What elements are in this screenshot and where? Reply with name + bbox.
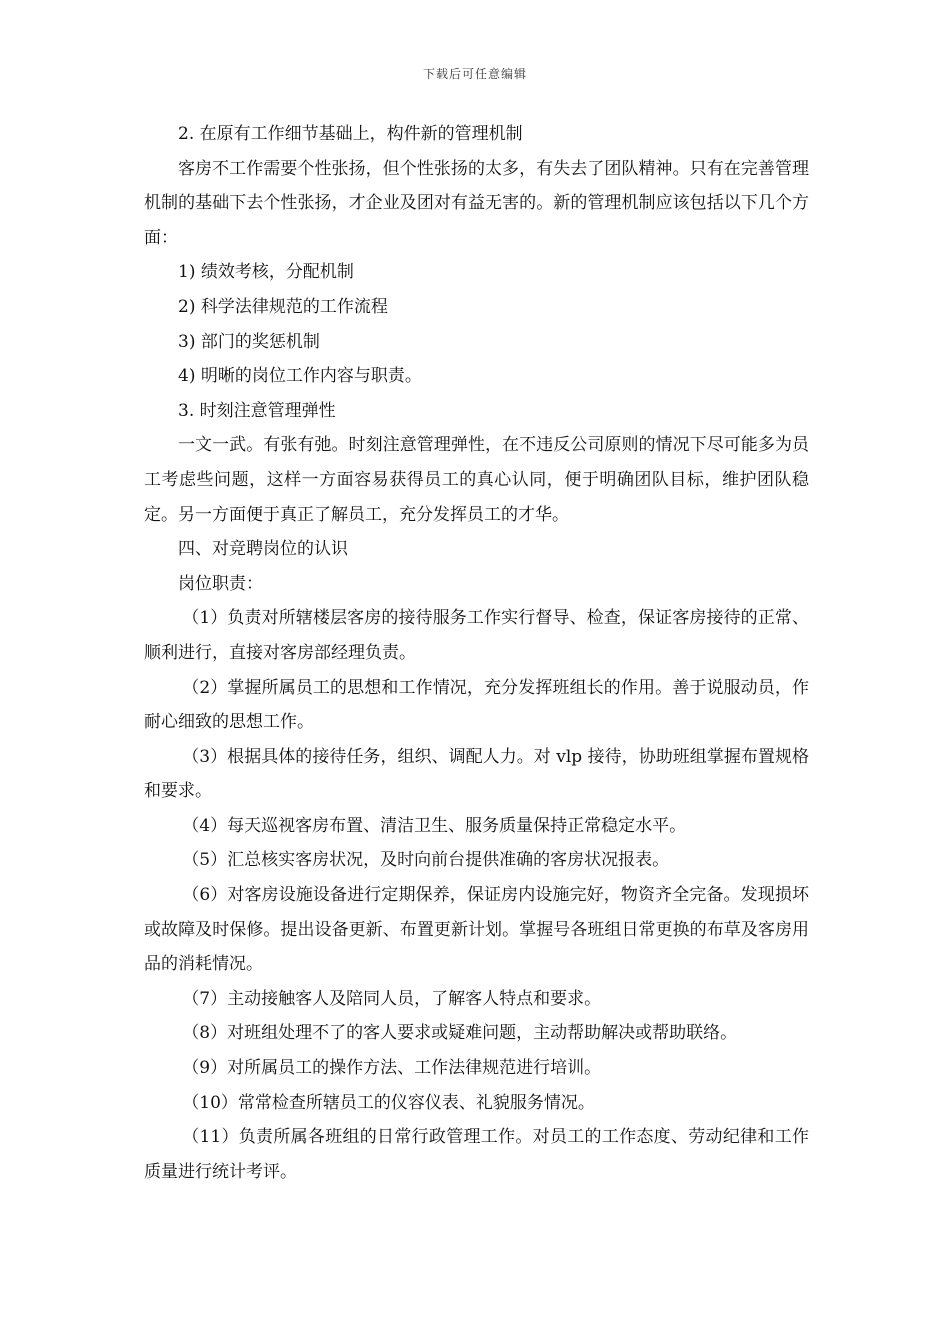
list-item: 2) 科学法律规范的工作流程 — [178, 296, 388, 317]
duty-item: （11）负责所属各班组的日常行政管理工作。对员工的工作态度、劳动纪律和工作质量进行统计考评。 — [144, 1127, 809, 1182]
list-item: 4) 明晰的岗位工作内容与职责。 — [178, 366, 422, 387]
duty-item: （10）常常检查所辖员工的仪容仪表、礼貌服务情况。 — [182, 1092, 595, 1113]
body-paragraph: 一文一武。有张有弛。时刻注意管理弹性，在不违反公司原则的情况下尽可能多为员工考虑些问题，这样一方面容易获得员工的真心认同，便于明确团队目标，维护团队稳定。另一方面便于真正了解员工，充分发挥员工的才华。 — [144, 435, 809, 525]
duty-item: （6）对客房设施设备进行定期保养，保证房内设施完好，物资齐全完备。发现损坏或故障及时保修。提出设备更新、布置更新计划。掌握号各班组日常更换的布草及客房用品的消耗情况。 — [144, 885, 809, 975]
duty-item: （9）对所属员工的操作方法、工作法律规范进行培训。 — [182, 1058, 602, 1079]
duty-item: （5）汇总核实客房状况，及时向前台提供准确的客房状况报表。 — [182, 850, 670, 871]
list-item: 3) 部门的奖惩机制 — [178, 331, 320, 352]
subsection-label: 岗位职责： — [178, 573, 263, 594]
section-heading: 四、对竞聘岗位的认识 — [178, 539, 348, 560]
document-body — [144, 117, 809, 1189]
body-paragraph: 客房不工作需要个性张扬，但个性张扬的太多，有失去了团队精神。只有在完善管理机制的基础下去个性张扬，才企业及团对有益无害的。新的管理机制应该包括以下几个方面： — [144, 158, 809, 248]
duty-item: （4）每天巡视客房布置、清洁卫生、服务质量保持正常稳定水平。 — [182, 815, 687, 836]
section-heading: 3. 时刻注意管理弹性 — [178, 400, 336, 421]
list-item: 1) 绩效考核，分配机制 — [178, 262, 354, 283]
page-header: 下载后可任意编辑 — [422, 67, 527, 81]
section-heading: 2. 在原有工作细节基础上，构件新的管理机制 — [178, 124, 523, 144]
duty-item: （7）主动接触客人及陪同人员，了解客人特点和要求。 — [182, 988, 602, 1009]
duty-item: （2）掌握所属员工的思想和工作情况，充分发挥班组长的作用。善于说服动员，作耐心细致的思想工作。 — [144, 677, 809, 733]
duty-item: （8）对班组处理不了的客人要求或疑难问题，主动帮助解决或帮助联络。 — [182, 1023, 738, 1044]
duty-item: （1）负责对所辖楼层客房的接待服务工作实行督导、检查，保证客房接待的正常、顺利进行，直接对客房部经理负责。 — [144, 608, 809, 663]
duty-item: （3）根据具体的接待任务，组织、调配人力。对 vlp 接待，协助班组掌握布置规格和要求。 — [144, 746, 809, 802]
